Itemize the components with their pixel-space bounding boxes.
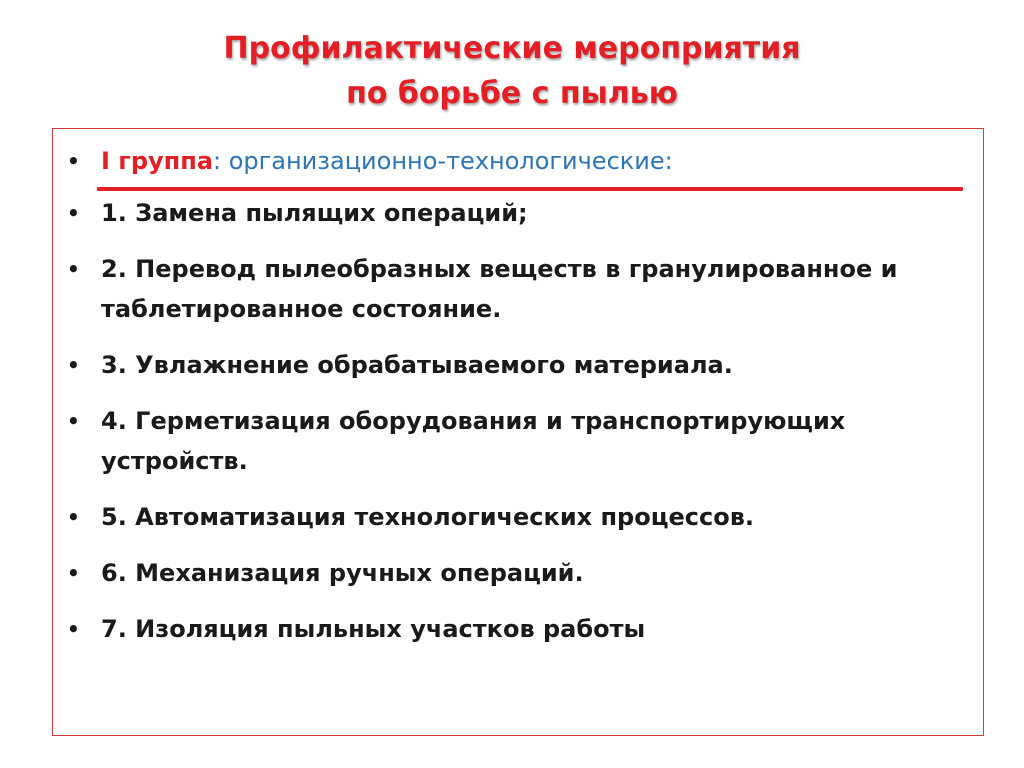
list-item [53,249,983,329]
slide-title-line-1: Профилактические мероприятия [223,31,801,66]
list-item [53,345,983,385]
list-item-text: 7. Изоляция пыльных участков работы [101,615,646,643]
group-description: : организационно-технологические: [213,147,673,175]
list-item-text: 2. Перевод пылеобразных веществ в гранулированное и таблетированное состояние. [101,255,898,323]
group-underline [97,187,963,191]
list-item [53,401,983,481]
list-item-text: 6. Механизация ручных операций. [101,559,584,587]
slide-title [0,26,1024,116]
list-item [53,553,983,593]
list-item-text: 4. Герметизация оборудования и транспортирующих устройств. [101,407,846,475]
list-item-text: 3. Увлажнение обрабатываемого материала. [101,351,733,379]
measures-list [53,141,983,665]
bullet-icon: • [67,409,80,433]
bullet-icon: • [67,561,80,585]
bullet-icon: • [67,201,80,225]
group-header-item [53,141,983,181]
bullet-icon: • [67,505,80,529]
list-item-text: 5. Автоматизация технологических процессов. [101,503,755,531]
slide-title-line-2: по борьбе с пылью [346,76,678,111]
bullet-icon: • [67,353,80,377]
list-item [53,193,983,233]
list-item [53,497,983,537]
bullet-icon: • [67,257,80,281]
group-name: I группа [101,147,214,175]
bullet-icon: • [67,617,80,641]
bullet-icon: • [67,149,80,173]
content-box [52,128,984,736]
list-item-text: 1. Замена пылящих операций; [101,199,528,227]
list-item [53,609,983,649]
